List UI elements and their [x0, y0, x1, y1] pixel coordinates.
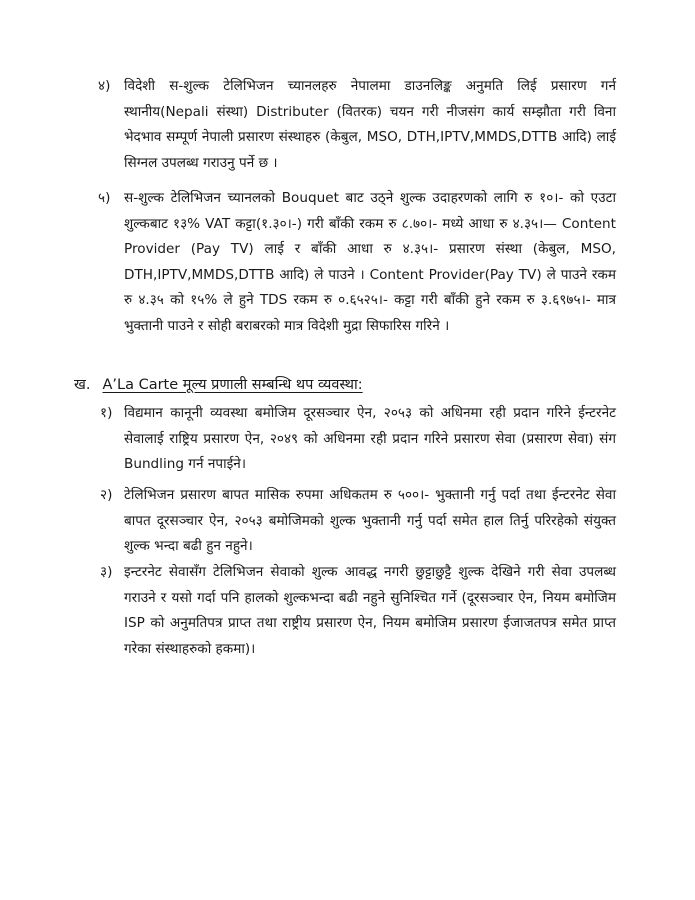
sub-item-1 [100, 401, 616, 478]
section-title: A’La Carte मूल्य प्रणाली सम्बन्धि थप व्यवस्था: [102, 377, 363, 393]
sub-item-text: विद्यमान कानूनी व्यवस्था बमोजिम दूरसञ्चार ऐन, २०५३ को अधिनमा रही प्रदान गरिने ईन्टरनेट सेवालाई राष्ट्रिय प्रसारण ऐन, २०४९ को अधिनमा रही प्रदान गरिने प्रसारण सेवा (प्रसारण सेवा) संग Bundling गर्न नपाईने। [124, 405, 616, 472]
list-item-text: विदेशी स-शुल्क टेलिभिजन च्यानलहरु नेपालमा डाउनलिङ्क अनुमति लिई प्रसारण गर्न स्थानीय(Nepali संस्था) Distributer (वितरक) चयन गरी नीजसंग कार्य सम्झौता गरी विना भेदभाव सम्पूर्ण नेपाली प्रसारण संस्थाहरु (केबुल, MSO, DTH,IPTV,MMDS,DTTB आदि) लाई सिग्नल उपलब्ध गराउनु पर्ने छ । [124, 78, 616, 171]
list-item-number: ४) [98, 78, 111, 94]
sub-item-number: २) [100, 487, 113, 503]
sub-item-text: इन्टरनेट सेवासँग टेलिभिजन सेवाको शुल्क आवद्ध नगरी छुट्टाछुट्टै शुल्क देखिने गरी सेवा उपलब्ध गराउने र यसो गर्दा पनि हालको शुल्कभन्दा बढी नहुने सुनिश्चित गर्ने (दूरसञ्चार ऐन, नियम बमोजिम ISP को अनुमतिपत्र प्राप्त तथा राष्ट्रीय प्रसारण ऐन, नियम बमोजिम प्रसारण ईजाजतपत्र समेत प्राप्त गरेका संस्थाहरुको हकमा)। [124, 564, 616, 657]
list-item-text: स-शुल्क टेलिभिजन च्यानलको Bouquet बाट उठ्ने शुल्क उदाहरणको लागि रु १०।- को एउटा शुल्कबाट १३% VAT कट्टा(१.३०।-) गरी बाँकी रकम रु ८.७०।- मध्ये आधा रु ४.३५।— Content Provider (Pay TV) लाई र बाँकी आधा रु ४.३५।- प्रसारण संस्था (केबुल, MSO, DTH,IPTV,MMDS,DTTB आदि) ले पाउने । Content Provider(Pay TV) ले पाउने रकम रु ४.३५ को १५% ले हुने TDS रकम रु ०.६५२५।- कट्टा गरी बाँकी हुने रकम रु ३.६९७५।- मात्र भुक्तानी पाउने र सोही बराबरको मात्र विदेशी मुद्रा सिफारिस गरिने । [124, 190, 616, 334]
sub-item-text: टेलिभिजन प्रसारण बापत मासिक रुपमा अधिकतम रु ५००।- भुक्तानी गर्नु पर्दा तथा ईन्टरनेट सेवा बापत दूरसञ्चार ऐन, २०५३ बमोजिमको शुल्क भुक्तानी गर्नु पर्दा समेत हाल तिर्नु परिरहेको संयुक्त शुल्क भन्दा बढी हुन नहुने। [124, 487, 616, 554]
section-heading [74, 373, 363, 397]
sub-item-number: १) [100, 405, 113, 421]
section-mark: ख. [74, 377, 91, 393]
sub-item-2 [100, 483, 616, 560]
sub-item-number: ३) [100, 564, 113, 580]
sub-item-3 [100, 560, 616, 662]
list-item-4 [98, 74, 616, 176]
list-item-number: ५) [98, 190, 111, 206]
list-item-5 [98, 186, 616, 339]
